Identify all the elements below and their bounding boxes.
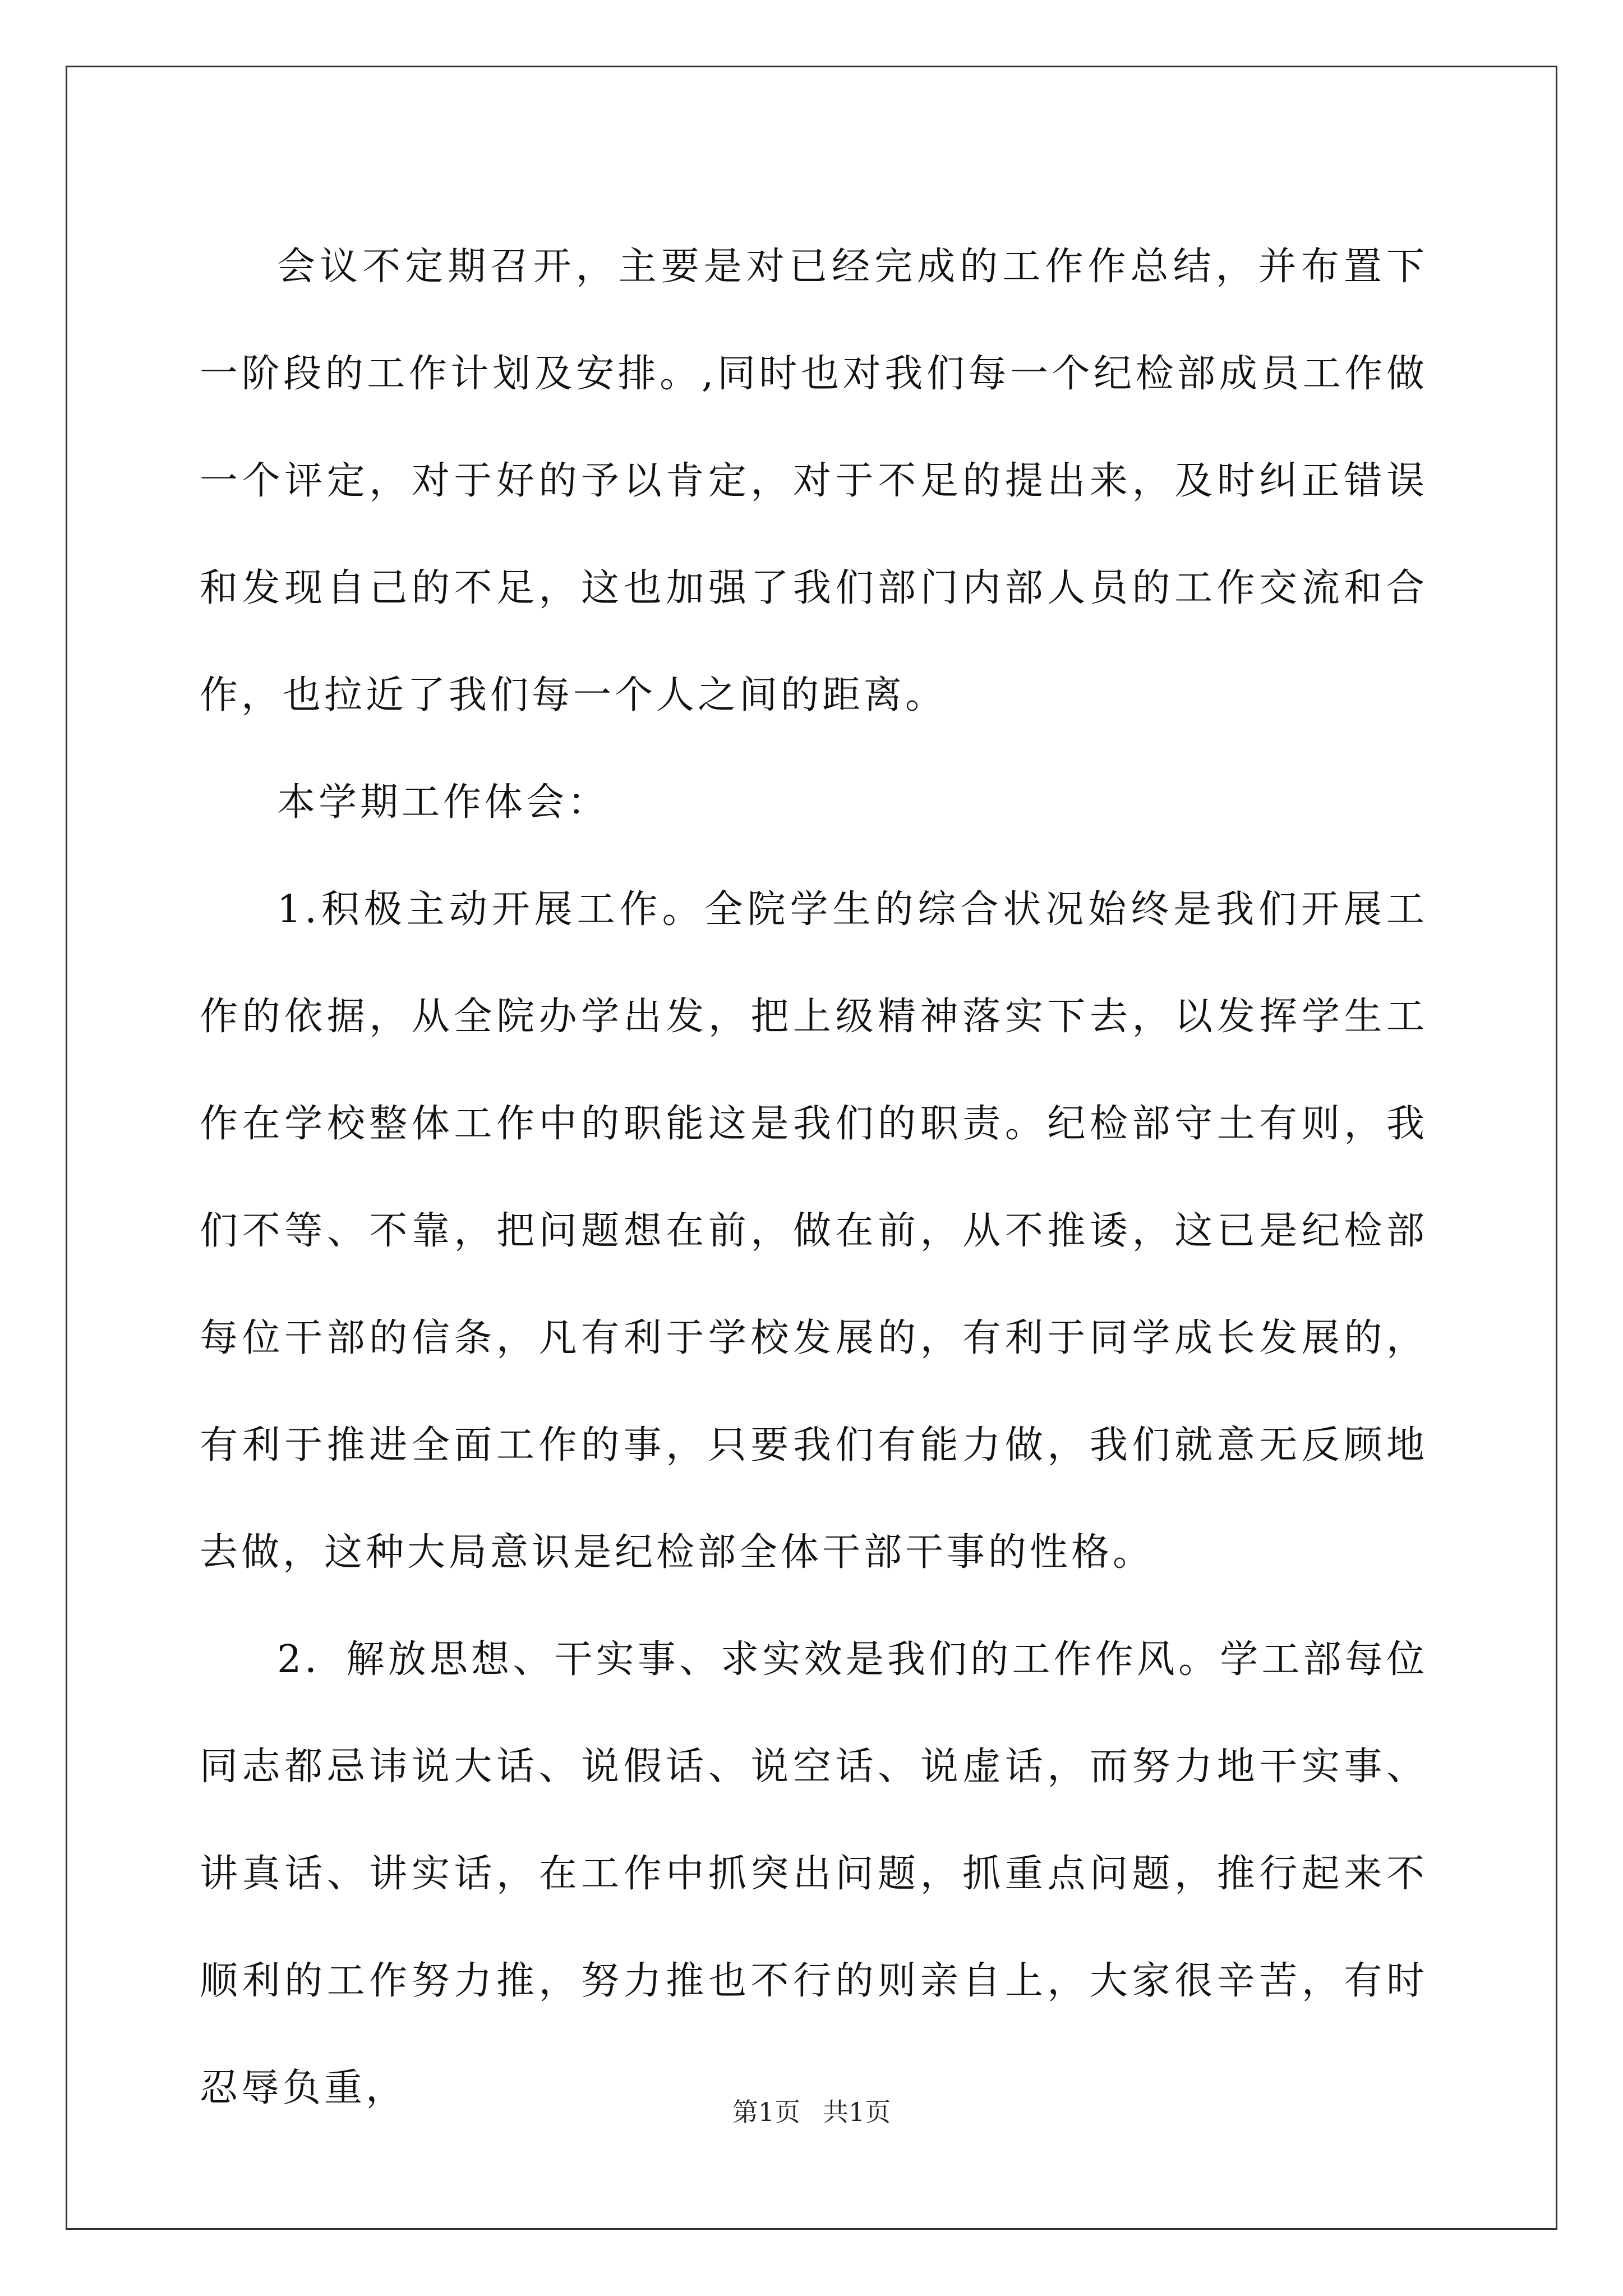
paragraph-point-1: 1.积极主动开展工作。全院学生的综合状况始终是我们开展工作的依据，从全院办学出发，把上级精神落实下去，以发挥学生工作在学校整体工作中的职能这是我们的职责。纪检部守土有则，我们不等、不靠，把问题想在前，做在前，从不推诿，这已是纪检部每位干部的信条，凡有利于学校发展的，有利于同学成长发展的，有利于推进全面工作的事，只要我们有能力做，我们就意无反顾地去做，这种大局意识是纪检部全体干部干事的性格。 — [200, 887, 1428, 1575]
page-footer — [0, 2095, 1623, 2129]
paragraph-meeting-summary: 会议不定期召开，主要是对已经完成的工作作总结，并布置下一阶段的工作计划及安排。,同时也对我们每一个纪检部成员工作做一个评定，对于好的予以肯定，对于不足的提出来，及时纠正错误和发现自己的不足，这也加强了我们部门内部人员的工作交流和合作，也拉近了我们每一个人之间的距离。 — [200, 245, 1428, 717]
page-total: 共1页 — [823, 2097, 891, 2127]
paragraph-semester-heading: 本学期工作体会： — [277, 780, 610, 825]
paragraph-point-2: 2．解放思想、干实事、求实效是我们的工作作风。学工部每位同志都忌讳说大话、说假话、说空话、说虚话，而努力地干实事、讲真话、讲实话，在工作中抓突出问题，抓重点问题，推行起来不顺利的工作努力推，努力推也不行的则亲自上，大家很辛苦，有时忍辱负重， — [200, 1637, 1428, 2110]
document-body — [200, 213, 1428, 2142]
page-number: 第1页 — [732, 2097, 800, 2127]
